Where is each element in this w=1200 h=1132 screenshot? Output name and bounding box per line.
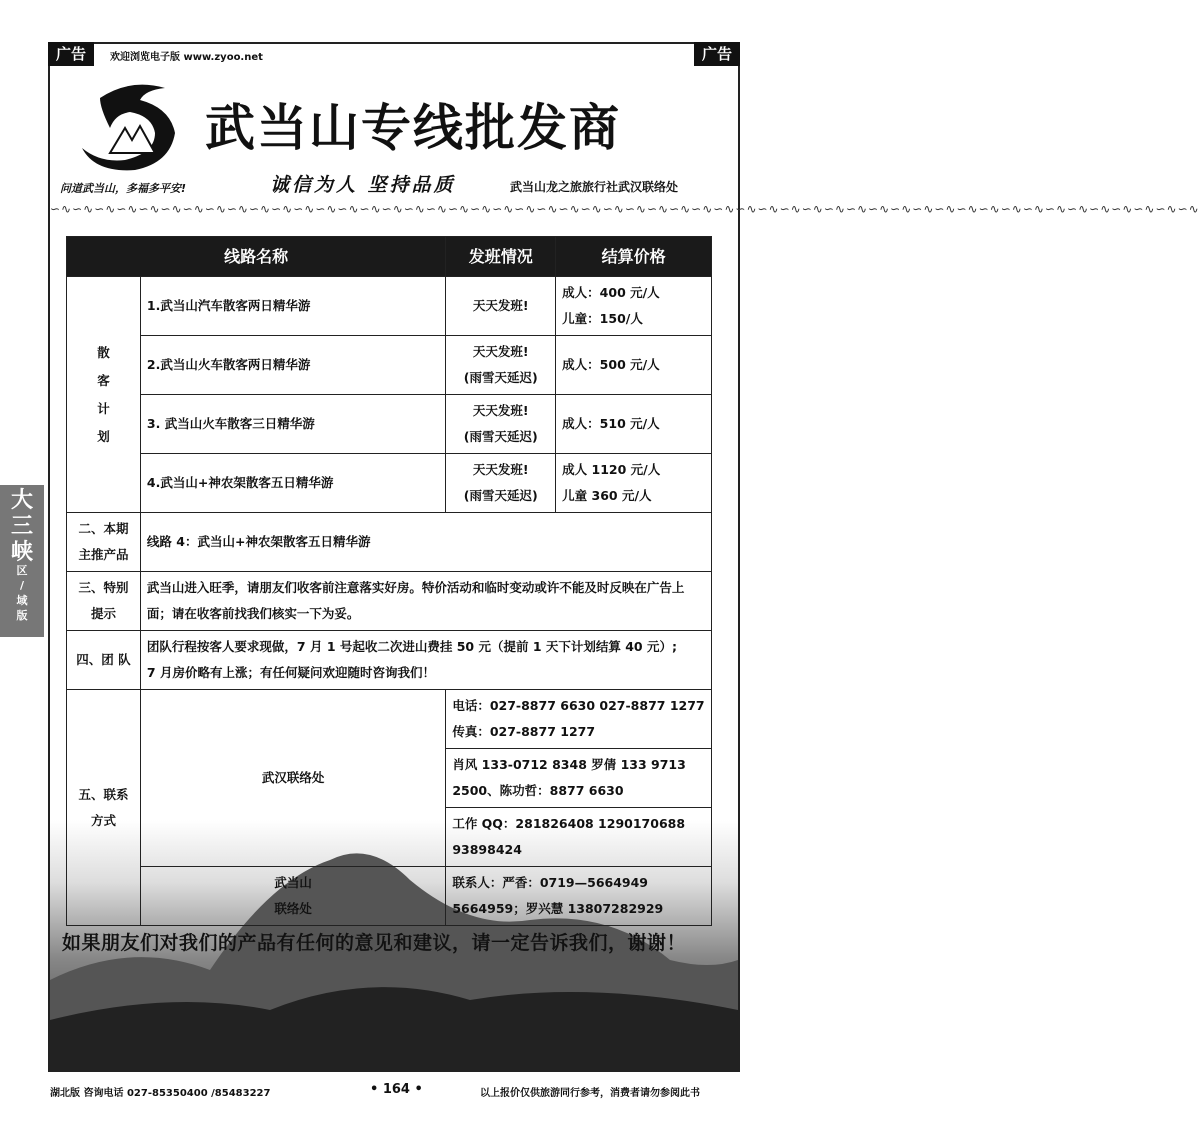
header-route-name: 线路名称 (67, 237, 446, 277)
route-name: 1.武当山汽车散客两日精华游 (140, 277, 445, 336)
section4-label: 四、团 队 (67, 631, 141, 690)
wuhan-office-label: 武汉联络处 (140, 690, 445, 867)
motto: 诚信为人 坚持品质 (270, 174, 456, 196)
ad-tag-right: 广告 (694, 42, 740, 66)
route-price: 成人：400 元/人 儿童：150/人 (556, 277, 712, 336)
section2-label: 二、本期 主推产品 (67, 513, 141, 572)
header-schedule: 发班情况 (446, 237, 556, 277)
wudangshan-contact-line: 联系人：严香：0719—5664949 5664959；罗兴慧 13807282929 (446, 867, 712, 926)
company-name: 武当山龙之旅旅行社武汉联络处 (510, 180, 679, 194)
section5-label: 五、联系 方式 (67, 690, 141, 926)
route-price: 成人：510 元/人 (556, 395, 712, 454)
feedback-banner: 如果朋友们对我们的产品有任何的意见和建议，请一定告诉我们，谢谢！ (62, 932, 687, 954)
section4-text: 团队行程按客人要求现做，7 月 1 号起收二次进山费挂 50 元（提前 1 天下计划结算 40 元）; 7 月房价略有上涨；有任何疑问欢迎随时咨询我们！ (140, 631, 711, 690)
wuhan-contact-line: 工作 QQ：281826408 1290170688 93898424 (446, 808, 712, 867)
route-name: 4.武当山+神农架散客五日精华游 (140, 454, 445, 513)
page-number: • 164 • (370, 1082, 423, 1097)
route-schedule: 天天发班! (446, 277, 556, 336)
section3-text: 武当山进入旺季，请朋友们收客前注意落实好房。特价活动和临时变动或许不能及时反映在广告上面；请在收客前找我们核实一下为妥。 (140, 572, 711, 631)
route-schedule: 天天发班! (雨雪天延迟) (446, 336, 556, 395)
wuhan-contact-line: 电话：027-8877 6630 027-8877 1277 传真：027-8877 1277 (446, 690, 712, 749)
header-price: 结算价格 (556, 237, 712, 277)
footer-contact: 湖北版 咨询电话 027-85350400 /85483227 (50, 1088, 271, 1099)
route-name: 2.武当山火车散客两日精华游 (140, 336, 445, 395)
slogan: 问道武当山，多福多平安! (60, 182, 187, 195)
route-price: 成人 1120 元/人 儿童 360 元/人 (556, 454, 712, 513)
site-url: 欢迎浏览电子版 www.zyoo.net (110, 52, 263, 63)
wuhan-contact-line: 肖风 133-0712 8348 罗倩 133 9713 2500、陈功哲：8877 6630 (446, 749, 712, 808)
section1-label: 散 客 计 划 (67, 277, 141, 513)
dragon-logo-icon (70, 78, 190, 176)
route-schedule: 天天发班! (雨雪天延迟) (446, 454, 556, 513)
route-name: 3. 武当山火车散客三日精华游 (140, 395, 445, 454)
side-region-tab: 大 三 峡 区 / 域 版 (0, 485, 44, 637)
footer-disclaimer: 以上报价仅供旅游同行参考，消费者请勿参阅此书 (480, 1088, 700, 1099)
section3-label: 三、特别 提示 (67, 572, 141, 631)
wudangshan-office-label: 武当山 联络处 (140, 867, 445, 926)
ornament-divider: ∽∿∽∿∽∿∽∿∽∿∽∿∽∿∽∿∽∿∽∿∽∿∽∿∽∿∽∿∽∿∽∿∽∿∽∿∽∿∽∿∽∿∽∿∽∿∽∿∽∿∽∿∽∿∽∿∽∿∽∿∽∿∽∿∽∿∽∿∽∿∽∿∽∿∽∿∽∿∽∿∽∿∽∿∽∿∽∿∽∿∽∿∽∿∽∿∽∿∽∿∽∿∽∿ (50, 202, 1200, 216)
page-title: 武当山专线批发商 (205, 98, 621, 157)
section2-text: 线路 4：武当山+神农架散客五日精华游 (140, 513, 711, 572)
route-schedule: 天天发班! (雨雪天延迟) (446, 395, 556, 454)
ad-tag-left: 广告 (48, 42, 94, 66)
route-table (66, 236, 712, 926)
route-price: 成人：500 元/人 (556, 336, 712, 395)
